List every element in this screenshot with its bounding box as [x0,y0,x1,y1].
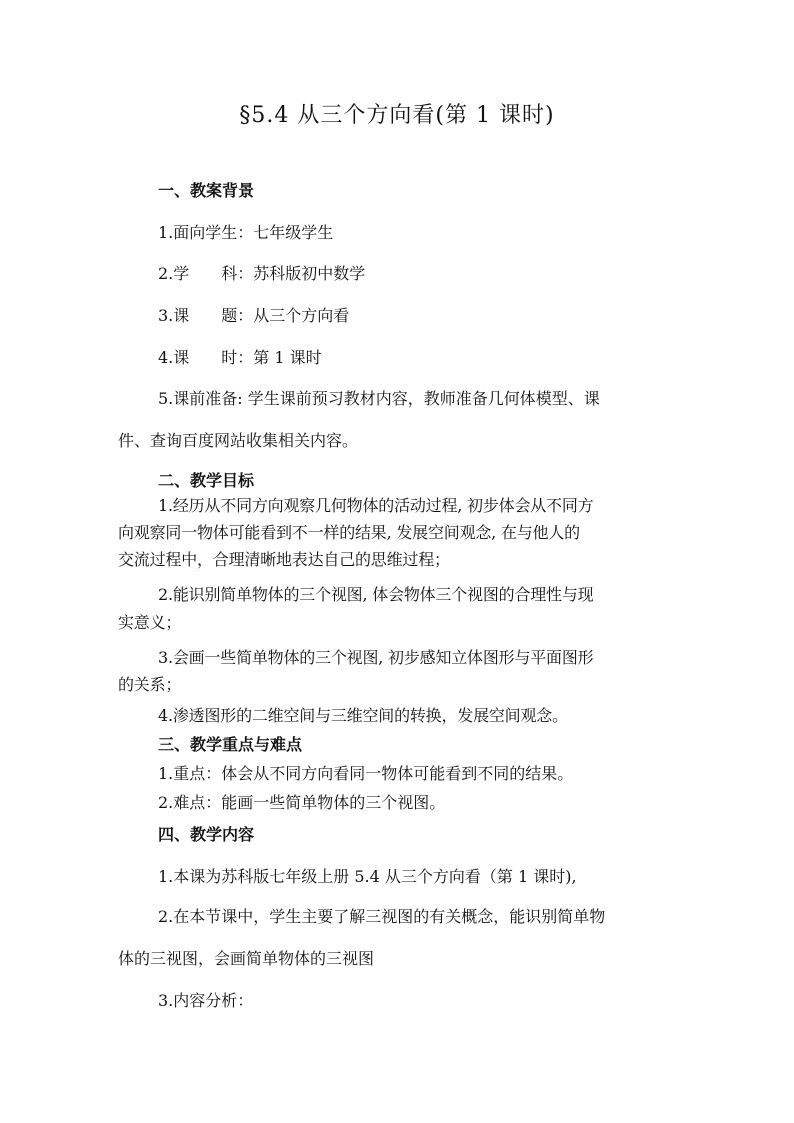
section-heading-key-points: 三、教学重点与难点 [158,735,303,754]
document-title: §5.4 从三个方向看(第 1 课时) [239,103,555,128]
content-line: 3.内容分析： [158,991,254,1010]
section-heading-content: 四、教学内容 [158,825,255,844]
objective-line: 4.渗透图形的二维空间与三维空间的转换，发展空间观念。 [158,706,568,725]
objective-line: 向观察同一物体可能看到不一样的结果, 发展空间观念, 在与他人的 [118,523,580,542]
item-subject: 2.学 科：苏科版初中数学 [158,264,366,283]
item-students: 1.面向学生：七年级学生 [158,223,334,242]
objective-line: 实意义； [118,613,182,632]
content-line: 1.本课为苏科版七年级上册 5.4 从三个方向看（第 1 课时), [158,867,577,886]
objective-line: 2.能识别简单物体的三个视图, 体会物体三个视图的合理性与现 [158,585,594,604]
objective-line: 3.会画一些简单物体的三个视图, 初步感知立体图形与平面图形 [158,648,594,667]
content-line: 体的三视图，会画简单物体的三视图 [118,949,375,968]
objective-line: 1.经历从不同方向观察几何物体的活动过程, 初步体会从不同方 [158,496,594,515]
objective-line: 的关系； [118,675,182,694]
key-point-item: 1.重点：体会从不同方向看同一物体可能看到不同的结果。 [158,764,574,783]
content-line: 2.在本节课中，学生主要了解三视图的有关概念，能识别简单物 [158,907,606,926]
item-preparation: 5.课前准备: 学生课前预习教材内容，教师准备几何体模型、课 [158,389,600,408]
difficulty-item: 2.难点：能画一些简单物体的三个视图。 [158,793,446,812]
item-topic: 3.课 题：从三个方向看 [158,306,350,325]
item-period: 4.课 时：第 1 课时 [158,348,322,367]
section-heading-objectives: 二、教学目标 [158,471,255,490]
item-preparation-cont: 件、查询百度网站收集相关内容。 [118,431,359,450]
objective-line: 交流过程中，合理清晰地表达自己的思维过程； [118,550,450,569]
section-heading-background: 一、教案背景 [158,181,255,200]
